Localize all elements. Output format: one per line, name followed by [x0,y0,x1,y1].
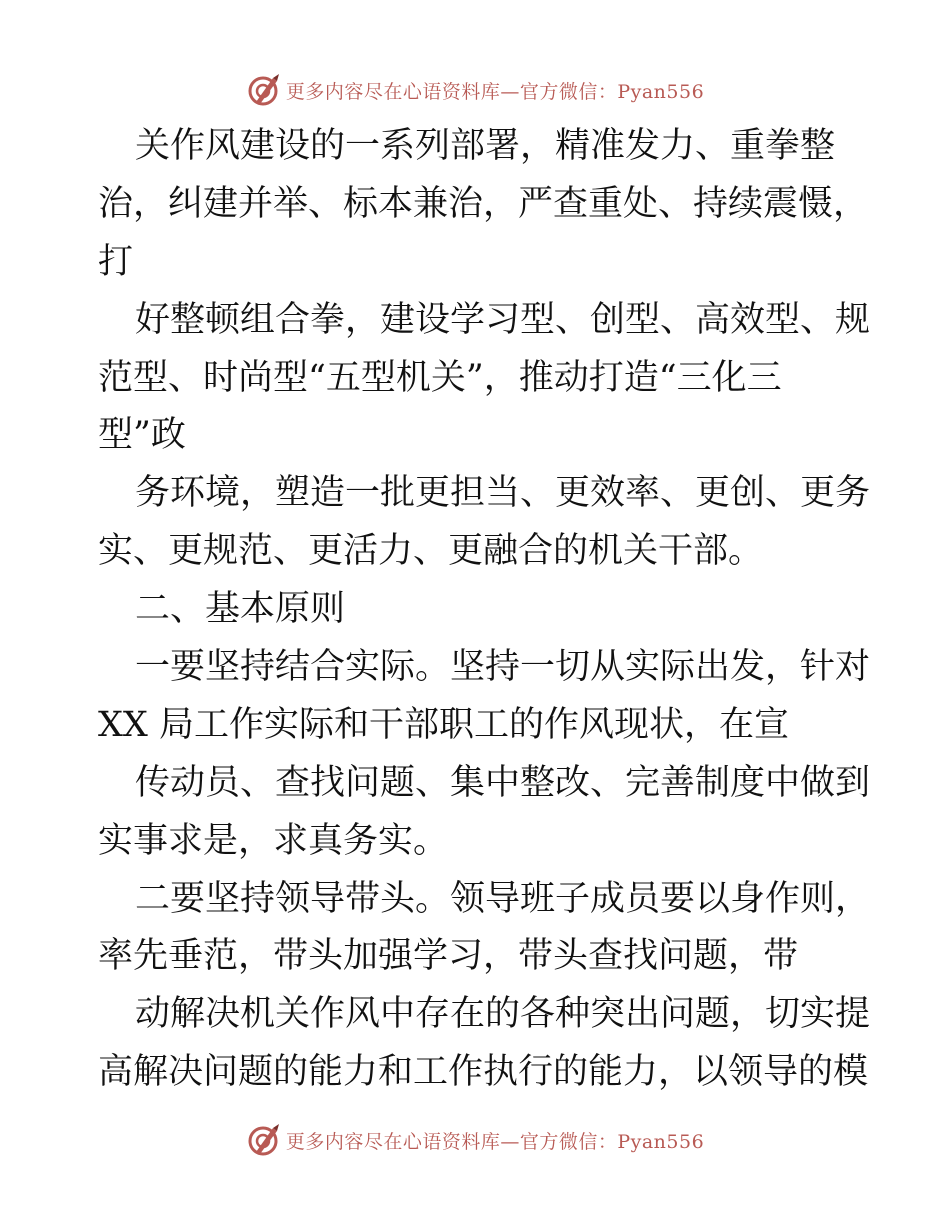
text-line: 二、基本原则 [135,589,346,630]
footer-banner-text: 更多内容尽在心语资料库—官方微信：Pyan556 [285,1130,705,1153]
text-line: 传动员、查找问题、集中整改、完善制度中做到 [135,762,871,803]
text-line: 好整顿组合拳，建设学习型、创型、高效型、规 [135,299,871,340]
header-banner-text: 更多内容尽在心语资料库—官方微信：Pyan556 [285,80,705,103]
pen-logo-icon [246,72,282,108]
text-line: XX 局工作实际和干部职工的作风现状，在宣 [98,704,789,745]
text-line: 动解决机关作风中存在的各种突出问题，切实提 [135,994,871,1035]
text-line: 范型、时尚型“五型机关”，推动打造“三化三 [98,357,782,398]
text-line: 一要坚持结合实际。坚持一切从实际出发，针对 [135,647,871,688]
text-line: 关作风建设的一系列部署，精准发力、重拳整 [135,126,836,166]
text-line: 务环境，塑造一批更担当、更效率、更创、更务 [135,473,871,514]
text-line: 打 [98,241,134,282]
text-line: 率先垂范，带头加强学习，带头查找问题，带 [98,936,799,977]
header-banner [0,70,950,110]
document-body [98,118,871,1102]
footer-banner [0,1120,950,1160]
text-line: 高解决问题的能力和工作执行的能力，以领导的模 [98,1052,869,1093]
pen-logo-icon [246,1122,282,1158]
text-line: 二要坚持领导带头。领导班子成员要以身作则， [135,878,871,919]
text-line: 治，纠建并举、标本兼治，严查重处、持续震慑， [98,183,869,224]
text-line: 实、更规范、更活力、更融合的机关干部。 [98,531,764,572]
text-line: 型”政 [98,415,186,456]
text-line: 实事求是，求真务实。 [98,820,449,861]
